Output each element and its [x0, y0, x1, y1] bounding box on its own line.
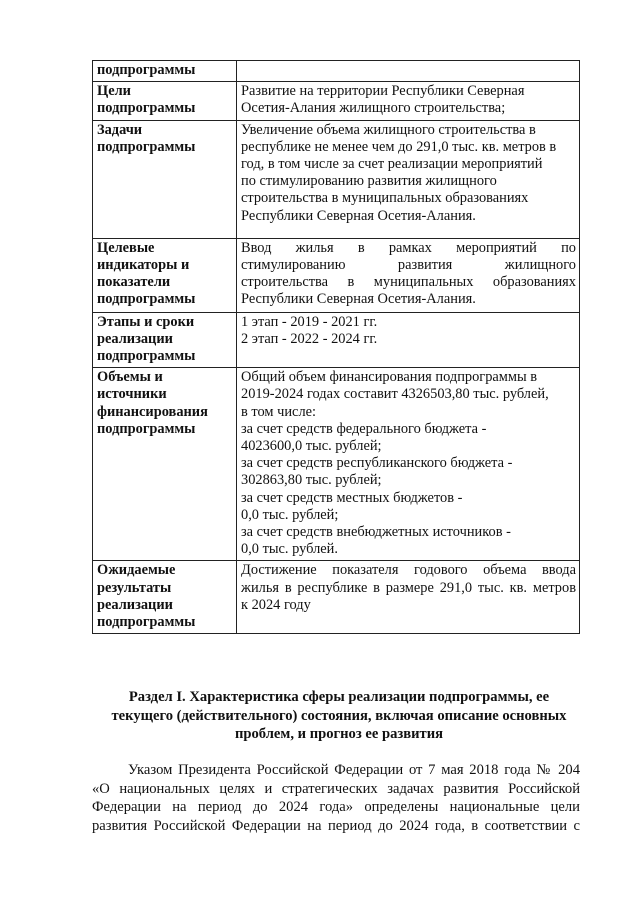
table-row	[93, 120, 580, 238]
value-line: к 2024 году	[241, 596, 311, 613]
table-row	[93, 82, 580, 120]
heading-line: текущего (действительного) состояния, включая описание основных	[111, 707, 567, 724]
value-line: в том числе:	[241, 403, 317, 420]
paragraph-line: Федерации на период до 2024 года» определены национальные цели	[92, 799, 580, 815]
row-label	[93, 238, 237, 312]
label-line: подпрограммы	[97, 348, 196, 365]
value-line: за счет средств республиканского бюджета -	[241, 455, 513, 472]
label-line: реализации	[97, 596, 173, 613]
value-line: год, в том числе за счет реализации мероприятий	[241, 156, 543, 173]
value-line: 1 этап - 2019 - 2021 гг.	[241, 313, 378, 330]
value-line: 0,0 тыс. рублей.	[241, 541, 338, 558]
row-value	[237, 312, 580, 368]
value-line: 2019-2024 годах составит 4326503,80 тыс. рублей,	[241, 386, 549, 403]
value-line: за счет средств федерального бюджета -	[241, 420, 487, 437]
heading-line: Раздел I. Характеристика сферы реализации подпрограммы, ее	[128, 689, 550, 705]
label-line: Задачи	[97, 121, 143, 138]
value-line: строительства в муниципальных образованиях	[241, 190, 529, 207]
table-row	[93, 561, 580, 634]
heading-line: проблем, и прогноз ее развития	[234, 726, 444, 742]
value-line: Увеличение объема жилищного строительства в	[241, 121, 536, 138]
value-line: по стимулированию развития жилищного	[241, 173, 497, 190]
label-line: Цели	[97, 83, 131, 100]
value-line: за счет средств внебюджетных источников -	[241, 524, 511, 541]
label-line: подпрограммы	[97, 62, 196, 78]
paragraph-line: Указом Президента Российской Федерации от 7 мая 2018 года № 204	[128, 762, 580, 778]
value-line: Общий объем финансирования подпрограммы в	[241, 369, 538, 386]
label-line: Этапы и сроки	[97, 313, 195, 330]
label-line: подпрограммы	[97, 138, 196, 155]
value-line: Достижение показателя годового объема ввода	[241, 562, 576, 579]
label-line: индикаторы и	[97, 256, 190, 273]
value-line: Ввод жилья в рамках мероприятий по	[241, 239, 576, 256]
table-row	[93, 312, 580, 368]
value-line: Республики Северная Осетия-Алания.	[241, 207, 476, 224]
label-line: Ожидаемые	[97, 562, 176, 579]
table-row	[93, 368, 580, 561]
value-line: жилья в республике в размере 291,0 тыс. кв. метров	[241, 579, 576, 596]
value-line: 4023600,0 тыс. рублей;	[241, 438, 382, 455]
label-line: подпрограммы	[97, 100, 196, 117]
label-line: подпрограммы	[97, 614, 196, 631]
label-line: подпрограммы	[97, 420, 196, 437]
row-value	[237, 561, 580, 634]
value-line: Развитие на территории Республики Северная	[241, 83, 525, 100]
row-value	[237, 82, 580, 120]
row-label	[93, 61, 237, 82]
table-row	[93, 61, 580, 82]
table-row	[93, 238, 580, 312]
row-label	[93, 561, 237, 634]
label-line: Целевые	[97, 239, 155, 256]
row-value	[237, 368, 580, 561]
paragraph-line: «О национальных целях и стратегических задачах развития Российской	[92, 780, 580, 797]
label-line: подпрограммы	[97, 291, 196, 308]
value-line: республике не менее чем до 291,0 тыс. кв. метров в	[241, 138, 557, 155]
label-line: финансирования	[97, 403, 208, 420]
body-paragraph	[92, 761, 580, 835]
label-line: реализации	[97, 330, 173, 347]
value-line: 302863,80 тыс. рублей;	[241, 472, 382, 489]
row-label	[93, 312, 237, 368]
label-line: показатели	[97, 274, 171, 291]
value-line: 0,0 тыс. рублей;	[241, 506, 339, 523]
row-label	[93, 120, 237, 238]
row-value	[237, 61, 580, 82]
value-line: за счет средств местных бюджетов -	[241, 489, 463, 506]
paragraph-line: развития Российской Федерации на период до 2024 года, в соответствии с	[92, 817, 580, 834]
row-value	[237, 120, 580, 238]
value-line: Осетия-Алания жилищного строительства;	[241, 100, 506, 117]
passport-table	[92, 60, 580, 634]
label-line: результаты	[97, 579, 172, 596]
label-line: Объемы и	[97, 369, 163, 386]
value-line: Республики Северная Осетия-Алания.	[241, 291, 476, 308]
row-value	[237, 238, 580, 312]
section-heading	[102, 688, 576, 744]
value-line: 2 этап - 2022 - 2024 гг.	[241, 330, 378, 347]
value-line: стимулированию развития жилищного	[241, 256, 576, 273]
label-line: источники	[97, 386, 167, 403]
row-label	[93, 368, 237, 561]
value-line: строительства в муниципальных образованиях	[241, 274, 576, 291]
row-label	[93, 82, 237, 120]
